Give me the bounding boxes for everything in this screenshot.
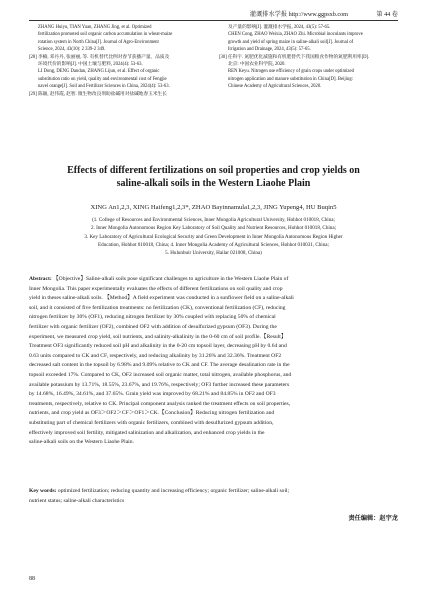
article-title-line: saline-alkali soils in the Western Liaohe Plain bbox=[116, 177, 311, 189]
abstract-line: effectively improved soil fertility, mitigated salinization and alkalization, and enhanced crop yields in the bbox=[29, 429, 265, 436]
article-title-english bbox=[20, 165, 407, 190]
reference-line: 李楠, 邓丹丹, 张丽丽, 等. 有机替代比例对春节获播产量、品质及 bbox=[38, 54, 170, 60]
reference-line: rotation system in North China[J]. Journal of Agro-Environment bbox=[38, 39, 159, 45]
keywords-line bbox=[29, 487, 398, 497]
reference-line: ZHANG Huiyu, TIAN Yuan, ZHANG Jing, et al. Optimized bbox=[38, 25, 152, 30]
reference-line: navel orange[J]. Soil and Fertilizer Sciences in China, 2024(4): 53-63. bbox=[38, 84, 170, 90]
reference-line: Irrigation and Drainage, 2024, 43(5): 57-65. bbox=[228, 47, 311, 53]
reference-line: LI Dong, DENG Dandan, ZHANG Lijun, et al. Effect of organic bbox=[38, 69, 160, 75]
keywords-label: Key words: bbox=[29, 488, 58, 494]
abstract-line: saline-alkali soils on the Western Liaohe Plain. bbox=[29, 439, 134, 446]
affiliation-line: 5. Hulunbuir University, Hailar 021008, China) bbox=[165, 250, 262, 257]
abstract-line: soil, and it consisted of five fertilization treatments: no fertilization (CK), conventional fertilization (CF), reducing bbox=[29, 304, 286, 311]
article-title-line: Effects of different fertilizations on soil properties and crop yields on bbox=[67, 165, 360, 176]
reference-entry bbox=[29, 24, 205, 54]
reference-line: Chinese Academy of Agricultural Sciences, 2020. bbox=[228, 84, 322, 90]
reference-line: growth and yield of spring maize in saline-alkali soil[J]. Journal of bbox=[228, 39, 354, 45]
reference-line: substitution ratio on yield, quality and environmental cost of Fengjie bbox=[38, 76, 167, 82]
abstract-line: yield in theses saline-alkali soils. 【Method】A field experiment was conducted in a sunflower field on a saline-alkali bbox=[29, 295, 294, 302]
abstract-line: by 14.68%, 16.49%, 34.61%, and 37.65%. Grain yield was improved by 68.21% and 84.85% in OF2 and OF3 bbox=[29, 391, 276, 398]
abstract-line: experiment, we measured crop yield, soil nutrients, and salinity-alkalinity in the 0-60 cm of soil profile.【Result】 bbox=[29, 333, 287, 340]
abstract-line bbox=[29, 275, 398, 285]
reference-entry bbox=[219, 54, 399, 69]
reference-entry bbox=[29, 54, 205, 69]
journal-title: 灌溉排水学报 http://www.ggpsxb.com bbox=[249, 11, 348, 18]
reference-line: 北京: 中国农业科学院, 2020. bbox=[228, 62, 286, 68]
abstract-line: Treatment OF3 significantly reduced soil pH and alkalinity in the 0-20 cm topsoil layer, decreasing pH by 0.64 and bbox=[29, 343, 287, 350]
abstract-body bbox=[29, 275, 398, 448]
abstract-line: nutrients, and crop yield as OF3＞OF2＞CF＞OF1＞CK.【Conclusion】Reducing nitrogen fertilization and bbox=[29, 410, 275, 417]
affiliation-line: Education, Hohhot 010018, China; 4. Inner Mongolia Academy of Agricultural Sciences, Hohhot 010031, China; bbox=[98, 241, 329, 248]
volume-label: 第 44 卷 bbox=[376, 11, 398, 18]
reference-column-right bbox=[219, 24, 399, 91]
affiliation-line: 3. Key Laboratory of Agricultural Ecological Security and Green Development in Inner Mongolia Autonomous Region Higher bbox=[84, 233, 343, 240]
reference-line: 环境代价的影响[J]. 中国土壤与肥料, 2024(4): 53-63. bbox=[38, 62, 143, 68]
reference-number: [30] bbox=[219, 54, 227, 60]
abstract-line-text: 【Objective】Saline-alkali soils pose significant challenges to agriculture in the Western Liaohe Plain of bbox=[53, 276, 289, 282]
abstract-line: treatments, respectively, relative to CK. Principal component analysis ranked the treatment effects on soil properties, bbox=[29, 400, 291, 407]
reference-line: Science, 2024, 43(10): 2 339-2 349. bbox=[38, 47, 106, 53]
abstract-line: topsoil exceeded 17%. Compared to CK, OF2 increased soil organic matter, total nitrogen, available phosphorus, and bbox=[29, 371, 292, 378]
affiliation-line: (1. College of Resources and Environmental Sciences, Inner Mongolia Agricultural University, Hohhot 010018, China; bbox=[92, 217, 335, 223]
abstract-line: fertilizer with organic fertilizer (OF2), combined OF2 with addition of desulfurized gypsum (OF3). During the bbox=[29, 323, 277, 330]
running-header bbox=[29, 8, 398, 20]
author-list: XING An1,2,3, XING Haifeng1,2,3*, ZHAO Bayinnamula1,2,3, JING Yupeng4, HU Buqin5 bbox=[90, 204, 337, 211]
reference-line: CHEN Cong, ZHAO Weixia, ZHAO Zhi. Microbial inoculants improve bbox=[228, 32, 363, 38]
affiliation-line: 2. Inner Mongolia Autonomous Region Key Laboratory of Soil Quality and Nutrient Resources, Hohhot 010018, China; bbox=[90, 225, 337, 232]
abstract-line: available potassium by 13.71%, 18.55%, 23.67%, and 19.76%, respectively; OF3 further increased these parameters bbox=[29, 381, 290, 388]
affiliation-list bbox=[24, 216, 403, 257]
reference-number: [29] bbox=[29, 91, 37, 97]
reference-number: [28] bbox=[29, 54, 37, 60]
reference-line: 陈颖, 赵伟霞, 赵智. 微生物改良剂助盐碱用对盐碱地春玉米生长 bbox=[38, 91, 167, 97]
abstract-line: substituting part of chemical fertilizers with organic fertilizers, combined with desulfurized gypsum addition, bbox=[29, 419, 274, 426]
header-rule bbox=[29, 20, 398, 21]
responsible-editor: 责任编辑：赵宇龙 bbox=[348, 515, 398, 522]
abstract-line: Inner Mongolia. This paper experimentally evaluates the effects of different fertilizations on soil quality and crop bbox=[29, 285, 283, 292]
reference-entry bbox=[29, 91, 205, 98]
abstract-line: decreased salt content in the topsoil by 6.98% and 9.09% relative to CK and CF. The average desalination rate in the bbox=[29, 362, 290, 369]
reference-entry bbox=[29, 68, 205, 90]
reference-column-left bbox=[29, 24, 205, 98]
reference-line: nitrogen application and manure substitution in China[D]. Beijing: bbox=[228, 76, 353, 82]
reference-line: 任科宇. 氮肥优化减施和有机肥替代下我国粮食作物的氮肥利用率[D]. bbox=[228, 54, 370, 60]
abstract-label: Abstract: bbox=[29, 276, 54, 282]
reference-entry bbox=[219, 31, 399, 53]
keywords-line: nutrient status; saline-alkali characteristics bbox=[29, 497, 125, 504]
abstract bbox=[29, 275, 398, 448]
reference-line: fertilization promoted soil organic carbon accumulation in wheat-maize bbox=[38, 32, 173, 38]
abstract-line: 0.63 units compared to CK and CF, respectively, and reducing alkalinity by 31.26% and 32.36%. Treatment OF2 bbox=[29, 352, 282, 359]
reference-entry bbox=[219, 24, 399, 31]
abstract-line: nitrogen fertilizer by 30% (OF1), reducing nitrogen fertilizer by 30% coupled with replacing 50% of chemical bbox=[29, 314, 276, 321]
reference-entry bbox=[219, 68, 399, 90]
page-number: 88 bbox=[29, 576, 35, 582]
keywords-line-text: optimized fertilization; reducing quantity and increasing efficiency; organic fertilizer; saline-alkali soil; bbox=[57, 488, 290, 494]
reference-line: 及产量的影响[J]. 灌溉排水学报, 2024, 43(5): 57-65. bbox=[228, 25, 331, 30]
keywords bbox=[29, 487, 398, 506]
reference-line: REN Keyu. Nitrogen use efficiency of grain crops under optimized bbox=[228, 69, 354, 75]
keywords-body bbox=[29, 487, 398, 506]
